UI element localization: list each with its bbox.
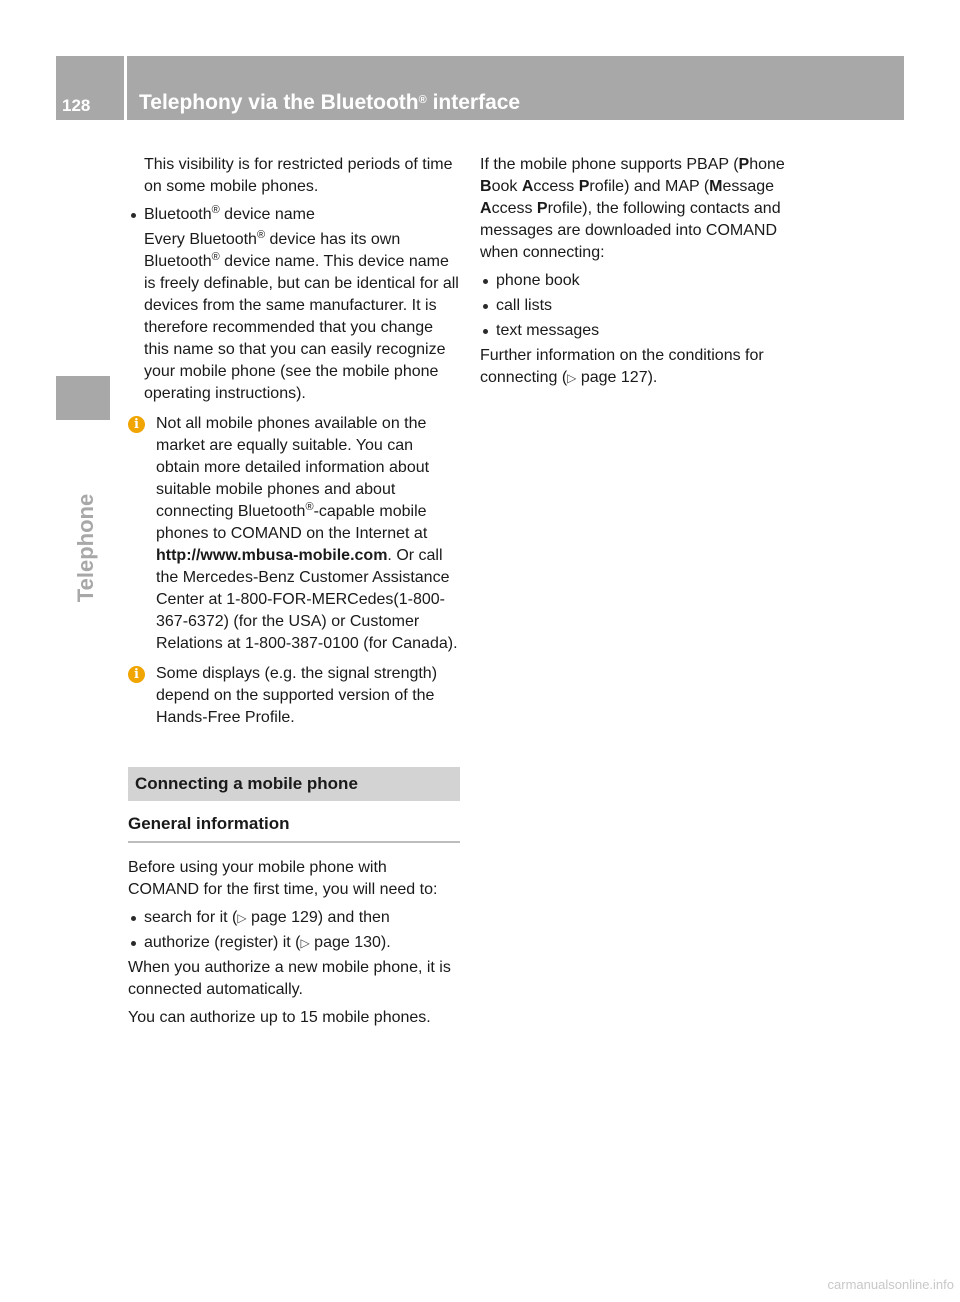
info-icon: i <box>128 666 145 683</box>
subsection-heading: General information <box>128 809 460 843</box>
side-tab-label: Telephone <box>73 493 98 603</box>
page-ref-arrow-icon: ▷ <box>237 911 247 925</box>
pbap-paragraph: If the mobile phone supports PBAP (Phone Book Access Profile) and MAP (Message Access Profile), the following contacts and messages are downloaded into COMAND when connecting: <box>480 156 785 261</box>
further-info-paragraph: Further information on the conditions for connecting (▷ page 127). <box>480 347 764 386</box>
list-item: search for it (▷ page 129) and then <box>128 907 460 929</box>
website-link[interactable]: http://www.mbusa-mobile.com <box>156 547 388 564</box>
page-ref-arrow-icon: ▷ <box>567 371 577 385</box>
before-paragraph: Before using your mobile phone with COMAND for the first time, you will need to: <box>128 859 438 898</box>
authorize-paragraph: When you authorize a new mobile phone, it is connected automatically. <box>128 959 451 998</box>
info-note: i Some displays (e.g. the signal strength) depend on the supported version of the Hands-Free Profile. <box>128 663 460 729</box>
info-note: i Not all mobile phones available on the market are equally suitable. You can obtain more detailed information about suitable mobile phones and about connecting Bluetooth®-capable mobile phones to COMAND on the Internet at http://www.mbusa-mobile.com. Or call the Mercedes-Benz Customer Assistance Center at 1-800-FOR-MERCedes(1-800-367-6372) (for the USA) or Customer Relations at 1-800-387-0100 (for Canada). <box>128 413 460 655</box>
info-icon: i <box>128 416 145 433</box>
list-item: Bluetooth® device name <box>128 204 460 226</box>
right-column <box>480 154 810 395</box>
page-title: Telephony via the Bluetooth® interface <box>139 91 521 114</box>
page-ref-arrow-icon: ▷ <box>300 936 310 950</box>
limit-paragraph: You can authorize up to 15 mobile phones. <box>128 1009 431 1026</box>
device-name-paragraph: Every Bluetooth® device has its own Bluetooth® device name. This device name is freely definable, but can be identical for all devices from the same manufacturer. It is therefore recommended that you change this name so that you can easily recognize your mobile phone (see the mobile phone operating instructions). <box>144 229 459 402</box>
page-number: 128 <box>62 96 91 115</box>
list-item: call lists <box>480 295 810 317</box>
left-column <box>128 154 460 1035</box>
watermark: carmanualsonline.info <box>827 1277 954 1292</box>
list-item: authorize (register) it (▷ page 130). <box>128 932 460 954</box>
visibility-paragraph: This visibility is for restricted periods of time on some mobile phones. <box>144 156 453 195</box>
side-tab-marker <box>56 376 110 420</box>
header-divider <box>124 56 127 120</box>
list-item: text messages <box>480 320 810 342</box>
list-item: phone book <box>480 270 810 292</box>
section-heading: Connecting a mobile phone <box>128 767 460 801</box>
